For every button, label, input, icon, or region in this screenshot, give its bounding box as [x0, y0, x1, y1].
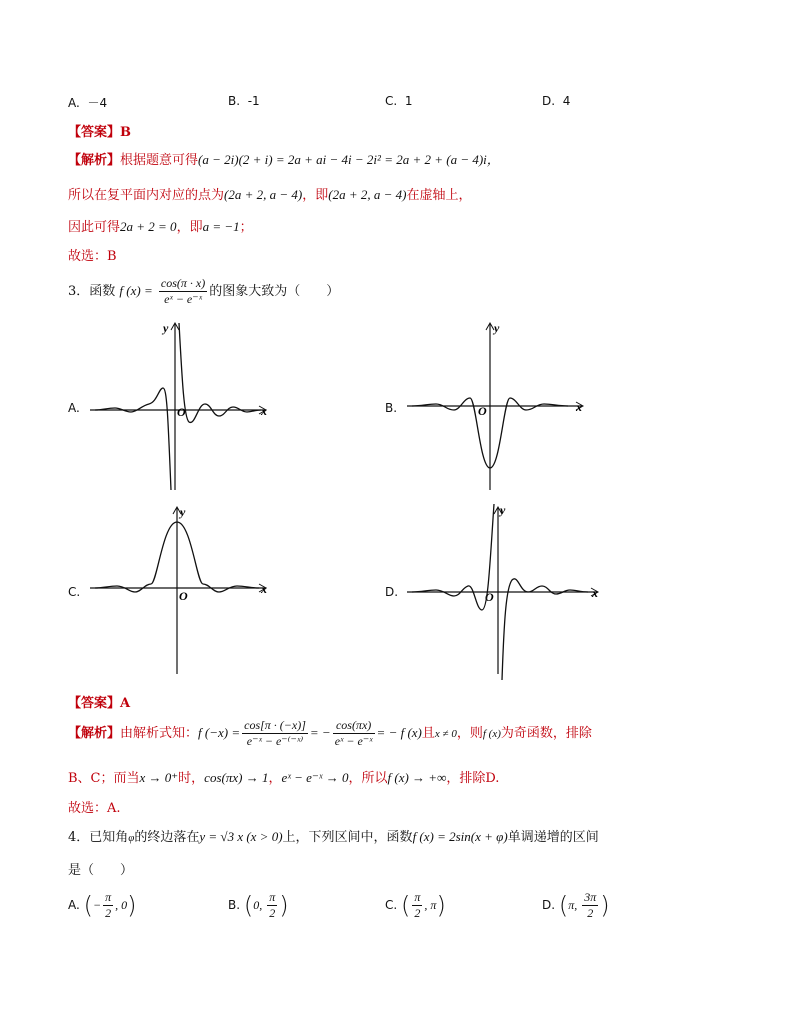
- graph-c: [85, 502, 280, 680]
- analysis-text: ，排除D.: [446, 771, 500, 786]
- origin-label: O: [478, 404, 487, 418]
- stem-text: 的终边落在: [134, 830, 200, 845]
- analysis-math: f (x) → +∞: [387, 770, 447, 785]
- option-fraction: [412, 890, 422, 921]
- stem-math: y = √3 x (x > 0): [199, 829, 283, 844]
- axis-y-label: y: [500, 503, 506, 517]
- answer-value: A: [120, 696, 131, 711]
- axis-x-label: x: [576, 400, 582, 414]
- q2-option-b: [228, 94, 260, 108]
- analysis-text: ；: [239, 220, 253, 235]
- axis-x-label: x: [592, 586, 598, 600]
- option-value: 1: [404, 94, 413, 108]
- stem-text: 的图象大致为（ ）: [209, 284, 340, 299]
- analysis-math: (a − 2i)(2 + i) = 2a + ai − 4i − 2i² = 2a + 2 + (a − 4)i，: [198, 152, 500, 167]
- stem-math: f (x) =: [119, 283, 153, 298]
- option-label: C.: [385, 94, 398, 108]
- graph-b: [402, 318, 597, 496]
- q3-choice: 故选：A.: [68, 801, 121, 816]
- axis-y-label: y: [163, 321, 169, 335]
- analysis-text: 根据题意可得: [120, 153, 199, 168]
- q3-stem: [68, 276, 339, 307]
- q3-analysis-line1: [68, 718, 592, 749]
- stem-math: f (x) = 2sin(x + φ): [412, 829, 508, 844]
- analysis-math: (2a + 2, a − 4): [328, 187, 407, 202]
- analysis-text: 因此可得: [68, 220, 121, 235]
- origin-label: O: [179, 589, 188, 603]
- option-left: 0,: [253, 898, 266, 912]
- origin-label: O: [485, 590, 494, 604]
- q4-option-a: A. (− $\frac{\pi}{2}$ , 0): [68, 890, 137, 920]
- option-right: , 0: [115, 898, 128, 912]
- analysis-text: ，即: [176, 220, 203, 235]
- q3-analysis-line2: [68, 767, 499, 786]
- stem-math: φ: [128, 832, 135, 844]
- option-label: B.: [228, 94, 241, 108]
- stem-text: 上，下列区间中，函数: [282, 830, 413, 845]
- option-fraction: [267, 890, 277, 921]
- axis-y-label: y: [494, 321, 500, 335]
- option-label: D.: [542, 898, 556, 912]
- q2-analysis-line3: [68, 216, 253, 235]
- graph-d: [402, 502, 607, 680]
- q2-option-c: [385, 94, 412, 108]
- analysis-tag: 【解析】: [68, 726, 121, 741]
- option-label: A.: [68, 898, 80, 912]
- q4-option-b: B. (0, $\frac{\pi}{2}$ ): [228, 890, 289, 920]
- q4-option-d: D. (π, $\frac{3\pi}{2}$ ): [542, 890, 610, 920]
- q3-answer: [68, 692, 130, 711]
- answer-tag: 【答案】: [68, 125, 121, 140]
- analysis-math: x → 0⁺: [139, 770, 179, 785]
- option-label: D.: [542, 94, 556, 108]
- origin-label: O: [177, 405, 186, 419]
- analysis-math: = −: [309, 725, 331, 740]
- q2-analysis-line1: [68, 149, 500, 168]
- analysis-text: 为奇函数，排除: [500, 726, 592, 741]
- fraction-denominator: eˣ − e⁻ˣ: [334, 734, 373, 748]
- fraction-numerator: 3π: [584, 890, 597, 904]
- option-right: , π: [424, 898, 437, 912]
- axis-x-label: x: [261, 582, 267, 596]
- fraction-denominator: 2: [587, 906, 594, 920]
- analysis-fraction: [333, 718, 375, 749]
- option-fraction: [582, 890, 598, 921]
- axis-x-label: x: [261, 404, 267, 418]
- fraction-numerator: cos[π · (−x)]: [244, 718, 306, 732]
- stem-text: 单调递增的区间: [507, 830, 599, 845]
- option-value: 4: [562, 94, 571, 108]
- analysis-text: ，则: [456, 726, 483, 741]
- analysis-text: B、C；而当: [68, 771, 140, 786]
- analysis-text: 所以在复平面内对应的点为: [68, 188, 225, 203]
- analysis-text: ，即: [302, 188, 329, 203]
- graph-a: [85, 318, 280, 496]
- q2-analysis-line2: [68, 184, 471, 203]
- stem-fraction: [159, 276, 207, 307]
- graph-a-label: A.: [68, 401, 80, 415]
- q4-option-c: C. ( $\frac{\pi}{2}$ , π): [385, 890, 446, 920]
- analysis-math: (2a + 2, a − 4): [224, 187, 303, 202]
- analysis-text: 时，: [178, 771, 205, 786]
- fraction-denominator: 2: [105, 906, 112, 920]
- q2-option-a: [68, 94, 107, 111]
- option-left: −: [93, 898, 102, 912]
- analysis-math: cos(πx) → 1: [204, 770, 269, 785]
- analysis-math: f (−x) =: [198, 725, 241, 740]
- analysis-math: a = −1: [202, 219, 240, 234]
- fraction-denominator: eˣ − e⁻ˣ: [164, 292, 202, 306]
- option-fraction: [103, 890, 113, 921]
- option-label: C.: [385, 898, 398, 912]
- option-label: A.: [68, 96, 80, 110]
- fraction-denominator: 2: [414, 906, 421, 920]
- graph-b-label: B.: [385, 401, 398, 415]
- option-value: -1: [247, 94, 260, 108]
- fraction-denominator: 2: [269, 906, 276, 920]
- fraction-numerator: cos(πx): [333, 718, 375, 734]
- fraction-numerator: cos(π · x): [160, 276, 206, 290]
- answer-value: B: [120, 125, 132, 140]
- graph-c-label: C.: [68, 585, 81, 599]
- fraction-numerator: π: [269, 890, 276, 904]
- analysis-text: ，所以: [348, 771, 388, 786]
- analysis-tag: 【解析】: [68, 153, 121, 168]
- q2-choice: 故选：B: [68, 249, 117, 264]
- q2-option-d: [542, 94, 570, 108]
- option-label: B.: [228, 898, 241, 912]
- analysis-text: ，: [268, 771, 282, 786]
- analysis-math: f (x): [482, 728, 501, 740]
- analysis-text: 由解析式知：: [120, 726, 199, 741]
- analysis-text: 在虚轴上，: [406, 188, 472, 203]
- analysis-math: = − f (x): [376, 725, 422, 740]
- q4-stem-line1: [68, 826, 599, 845]
- analysis-fraction: [242, 718, 308, 749]
- fraction-numerator: π: [414, 890, 421, 904]
- fraction-numerator: π: [105, 890, 112, 904]
- axis-y-label: y: [180, 505, 186, 519]
- stem-text: 4．已知角: [68, 830, 129, 845]
- q4-stem-line2: 是（ ）: [68, 863, 134, 878]
- fraction-denominator: e⁻ˣ − e⁻⁽⁻ˣ⁾: [246, 734, 304, 748]
- answer-tag: 【答案】: [68, 696, 121, 711]
- option-value: －4: [87, 96, 108, 110]
- graph-d-label: D.: [385, 585, 399, 599]
- analysis-math: eˣ − e⁻ˣ → 0: [281, 770, 349, 785]
- analysis-text: 且: [421, 726, 435, 741]
- analysis-math: 2a + 2 = 0: [120, 219, 177, 234]
- option-left: π,: [568, 898, 581, 912]
- stem-text: 3．函数: [68, 284, 116, 299]
- analysis-math: x ≠ 0: [434, 728, 457, 740]
- q2-answer: [68, 121, 131, 140]
